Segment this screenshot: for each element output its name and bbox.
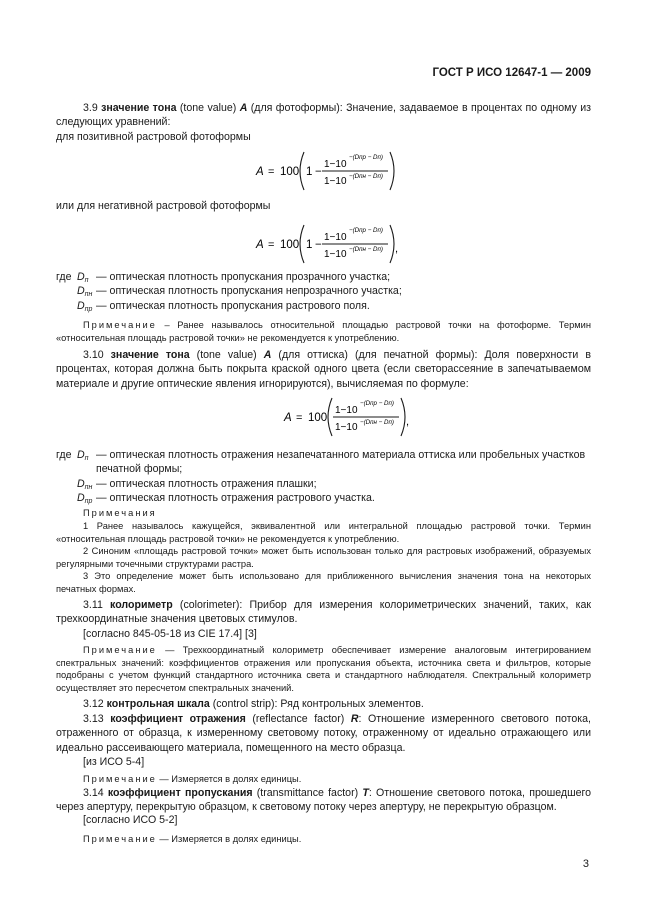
symbol: $D_{пн}$ — [77, 477, 93, 491]
note-text: – Ранее называлось относительной площадью растровой точки на фотоформе. Термин «относительная площадь растровой точки» не рекомендуется к употреблению. — [56, 320, 591, 343]
symbol-definitions-3-9 — [56, 270, 601, 313]
term: коэффициент пропускания — [107, 787, 253, 799]
definition-row — [56, 448, 601, 477]
symbol-description: — оптическая плотность отражения незапечатанного материала оттиска или пробельных участков печатной формы; — [96, 449, 586, 476]
definition-text: : Отношение светового потока, прошедшего через апертуру, перекрытую образцом, к световому потоку через апертуру, не перекрытую образцом. — [56, 787, 591, 814]
formula-A: A — [256, 239, 264, 251]
formula-denominator: 1−10 — [335, 422, 358, 433]
definition-text: : Ряд контрольных элементов. — [274, 698, 424, 710]
term-english: (tone value) — [196, 349, 257, 361]
negative-form-label: или для негативной растровой фотоформы — [56, 200, 271, 212]
term: колориметр — [110, 599, 173, 611]
formula-numerator: 1−10 — [324, 232, 347, 243]
formula-100: 100 — [308, 412, 328, 424]
term: значение тона — [101, 102, 177, 114]
where-label: где — [56, 449, 72, 461]
formula-numerator: 1−10 — [335, 405, 358, 416]
formula-den-exponent: −(Dпн − Dп) — [349, 246, 383, 253]
definition-3-12 — [56, 697, 591, 711]
formula-equals: = — [296, 412, 303, 424]
formula-A: A — [256, 166, 264, 178]
formula-equals: = — [268, 239, 275, 251]
symbol-description: — оптическая плотность отражения растрового участка. — [96, 492, 375, 505]
formula-minus: − — [315, 166, 322, 178]
definition-text: (для оттиска) (для печатной формы): Доля поверхности в процентах, которая должна быть покрыта краской одного цвета (если светорассеяние в запечатываемом материале и другие оптические явления игнорируются), вычисляемая по формуле: — [56, 349, 591, 390]
note-label: Примечание — [83, 834, 157, 844]
term-symbol: A — [239, 102, 248, 114]
where-label: где — [56, 271, 72, 283]
page-number: 3 — [582, 858, 589, 870]
term: контрольная шкала — [106, 698, 210, 710]
formula-100: 100 — [280, 239, 300, 251]
definition-row — [56, 299, 601, 313]
term-symbol: T — [362, 787, 369, 799]
note-3-11 — [56, 644, 591, 694]
formula-one: 1 — [306, 239, 313, 251]
definition-3-10 — [56, 348, 591, 391]
clause-number: 3.12 — [83, 698, 104, 710]
definition-row — [56, 477, 601, 491]
term-symbol: R — [350, 713, 359, 725]
term-english: (control strip) — [212, 698, 275, 710]
formula-num-exponent: −(Dпр − Dп) — [360, 400, 394, 407]
reference: [согласно ИСО 5-2] — [83, 814, 178, 826]
definition-3-13 — [56, 712, 591, 755]
symbol-description: — оптическая плотность пропускания прозрачного участка; — [96, 271, 391, 283]
formula-A: A — [284, 412, 292, 424]
symbol: $D_п$ — [77, 271, 89, 284]
definition-row — [56, 270, 601, 284]
notes-title: Примечания — [83, 508, 157, 518]
term-symbol: A — [263, 349, 272, 361]
term-english: (reflectance factor) — [252, 713, 345, 725]
symbol-description: — оптическая плотность отражения плашки; — [96, 477, 317, 490]
document-header: ГОСТ Р ИСО 12647-1 — 2009 — [432, 67, 591, 79]
formula-minus: − — [315, 239, 322, 251]
note-1: 1 Ранее называлось кажущейся, эквивалентной или интегральной площадью растровой точки. Термин «относительная площадь растровой точки» не рекомендуется к употреблению. — [56, 521, 591, 544]
formula-num-exponent: −(Dпр − Dп) — [349, 154, 383, 161]
definition-text: (для фотоформы): Значение, задаваемое в процентах по одному из следующих уравнений: — [56, 102, 592, 129]
symbol-description: — оптическая плотность пропускания непрозрачного участка; — [96, 285, 402, 298]
note-3-9 — [56, 319, 591, 344]
definition-3-9 — [56, 101, 591, 130]
definition-text: : Отношение измеренного светового потока, отраженного от образца, к измеренному световому потоку, отраженному от идеально отражающего или идеально рассеивающего материала, помещенного на место образца. — [56, 713, 591, 754]
clause-number: 3.14 — [83, 787, 104, 799]
clause-number: 3.9 — [83, 102, 98, 114]
positive-form-label: для позитивной растровой фотоформы — [56, 131, 251, 143]
note-text: — Трехкоординатный колориметр обеспечивает измерение аналоговым интегрированием спектральных значений: коэффициентов отражения или пропускания объекта, источника света и фильтров, которые подобраны с учетом функций стандартного источника света и стандартного наблюдателя. Спектральный колориметр осуществляет это пересчетом спектральных значений. — [56, 645, 591, 693]
formula-numerator: 1−10 — [324, 159, 347, 170]
formula-denominator: 1−10 — [324, 176, 347, 187]
clause-number: 3.10 — [83, 349, 104, 361]
symbol: $D_п$ — [77, 449, 89, 462]
note-text: — Измеряется в долях единицы. — [159, 774, 302, 784]
formula-denominator: 1−10 — [324, 249, 347, 260]
symbol: $D_{пр}$ — [77, 299, 93, 313]
reference: [согласно 845-05-18 из CIE 17.4] [3] — [83, 628, 257, 640]
note-2: 2 Синоним «площадь растровой точки» может быть использован только для растровых изображений, образуемых регулярными точечными структурами растра. — [56, 546, 591, 569]
reference: [из ИСО 5-4] — [83, 756, 145, 768]
definition-3-14 — [56, 786, 591, 815]
formula-num-exponent: −(Dпр − Dп) — [349, 227, 383, 234]
symbol: $D_{пн}$ — [77, 285, 93, 299]
formula-one: 1 — [306, 166, 313, 178]
note-text: — Измеряется в долях единицы. — [159, 834, 302, 844]
formula-equals: = — [268, 166, 275, 178]
symbol: $D_{пр}$ — [77, 492, 93, 506]
formula-positive — [256, 148, 406, 197]
symbol-definitions-3-10 — [56, 448, 601, 506]
formula-den-exponent: −(Dпн − Dп) — [360, 419, 394, 426]
note-3-14 — [56, 833, 591, 846]
note-3-13 — [56, 773, 591, 786]
note-label: Примечание — [83, 774, 157, 784]
definition-3-11 — [56, 598, 591, 627]
term: значение тона — [110, 349, 190, 361]
definition-row — [56, 491, 601, 505]
term-english: (tone value) — [179, 102, 237, 114]
definition-row — [56, 284, 601, 298]
definition-text: : Прибор для измерения колориметрических значений, таких, как трехкоординатные значения цветовых стимулов. — [56, 599, 591, 626]
note-label: Примечание — [83, 320, 157, 330]
clause-number: 3.13 — [83, 713, 104, 725]
formula-comma: , — [406, 416, 410, 428]
term-english: (transmittance factor) — [256, 787, 359, 799]
symbol-description: — оптическая плотность пропускания растрового поля. — [96, 299, 370, 312]
formula-comma: , — [395, 243, 399, 255]
clause-number: 3.11 — [83, 599, 103, 611]
formula-print — [284, 394, 410, 443]
note-3: 3 Это определение может быть использовано для приближенного вычисления значения тона на некоторых печатных формах. — [56, 571, 591, 594]
formula-den-exponent: −(Dпн − Dп) — [349, 173, 383, 180]
term-english: (colorimeter) — [179, 599, 240, 611]
term: коэффициент отражения — [110, 713, 246, 725]
formula-100: 100 — [280, 166, 300, 178]
formula-negative — [256, 221, 416, 270]
note-label: Примечание — [83, 645, 157, 655]
